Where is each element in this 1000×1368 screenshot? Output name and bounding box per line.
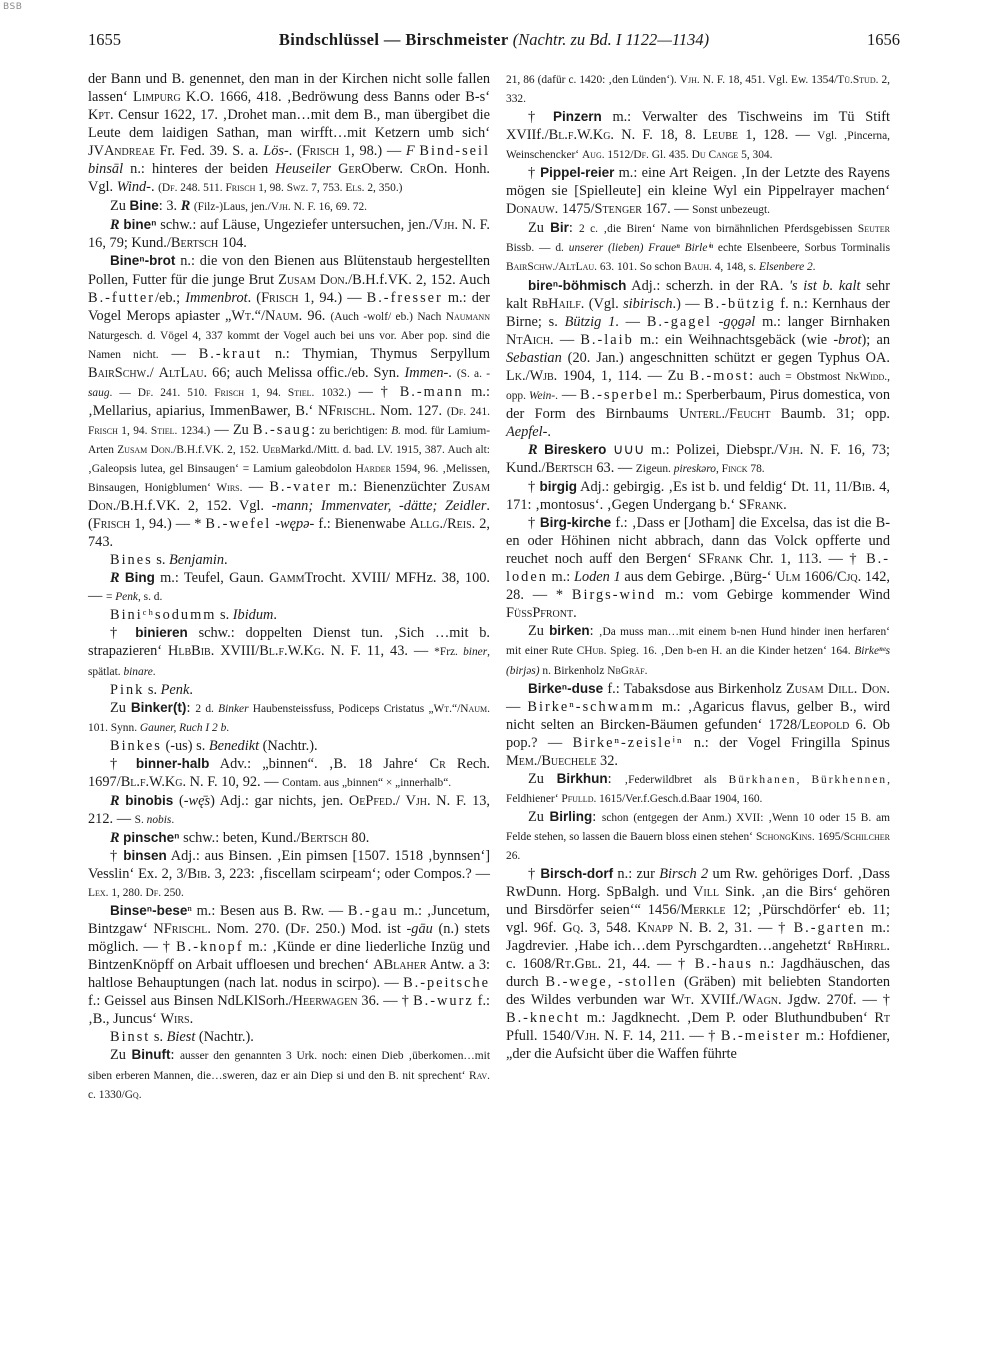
page-header — [88, 30, 900, 56]
r-marker-icon: R — [110, 792, 120, 809]
entry-paragraph: † binsen Adj.: aus Binsen. ‚Ein pimsen [1507. 1518 ‚bynnsen‘] Vesslin‘ Ex. 2, 3/Bib. 3, 223: ‚fiscellam scirpeam‘; oder Compos.? — Lex. 1, 280. Df. 250. — [88, 847, 490, 900]
headword-range: Bindschlüssel — Birschmeister — [278, 30, 509, 49]
entry-paragraph: R bineⁿ schw.: auf Läuse, Ungeziefer untersuchen, jen./Vjh. N. F. 16, 79; Kund./Bertsch 104. — [88, 217, 491, 252]
entry-paragraph: † Birsch-dorf n.: zur Birsch 2 um Rw. gehöriges Dorf. ‚Dass RwDunn. Horg. SpBalgh. und Vill Sink. ‚an die Birs‘ gehören und Birsdörfer seien‘“ 1456/Merkle 12; ‚Pürschdörfer‘ eb. 11; vgl. 96f. Gq. 3, 548. Knapp N. B. 2, 31. — † B.-garten m.: Jagdrevier. ‚Habe ich…dem Pyrschgardten…angehetzt‘ RbHirrl. c. 1608/Rt.Gbl. 21, 44. — † B.-haus n.: Jagdhäuschen, das durch B.-wege, -stollen (Gräben) mit beliebten Standorten des Wildes verbunden war Wt. XVIIf./Wagn. Jgdw. 270f. — † B.-knecht m.: Jagdknecht. ‚Dem P. oder Bluthundbuben‘ Rt Pfull. 1540/Vjh. N. F. 14, 211. — † B.-meister m.: Hofdiener, „der die Aufsicht über die Waffen führte — [506, 866, 891, 1063]
entry-paragraph: Zu Birling: schon (entgegen der Anm.) XVII: ‚Wenn 10 oder 15 B. am Felde stehen, so lassen die Bauern bloss einen stehen‘ SchongKins. 1695/Schilcher 26. — [506, 808, 891, 862]
entry-paragraph: bireⁿ-böhmisch Adj.: scherzh. in der RA. 's ist b. kalt sehr kalt RbHailf. (Vgl. sibirisch.) — B.-bützig f. n.: Kernhaus der Birne; s. Bützig 1. — B.-gagel -gǫgəl m.: langer Birnhaken NtAich. — B.-laib m.: ein Weihnachtsgebäck (wie -brot); an Sebastian (20. Jan.) angeschnitten schützt er gegen Typhus OA. Lk./Wjb. 1904, 1, 114. — Zu B.-most: auch = Obstmost NkWidd., opp. Wein-. — B.-sperbel m.: Sperberbaum, Pirus domestica, von der Form des Birnbaums Unterl./Feucht Baumb. 31; opp. Aepfel-. — [506, 277, 891, 440]
entry-paragraph: Zu birken: ‚Da muss man…mit einem b-nen Hund hinder inen herfaren‘ mit einer Rute CHub. Spieg. 16. ‚Den b-en H. an die Kinder hetzen‘ 164. Birkeⁿᵉs (birjəs) n. Birkenholz NbGräf. — [506, 623, 891, 677]
cross-icon: † — [708, 1028, 717, 1045]
entry-paragraph: Zu Bir: 2 c. ‚die Biren‘ Name von birnähnlichen Pferdsgebissen Seuter Bissb. — d. unserer (lieben) Fraueⁿ Birleⁱⁿ echte Elsenbeere, Sorbus Torminalis BairSchw./AltLau. 63. 101. So schon Bauh. 4, 148, s. Elsenbere 2. — [506, 220, 890, 274]
cross-icon: † — [110, 625, 125, 642]
entry-paragraph: Binst s. Biest (Nachtr.). — [110, 1029, 254, 1046]
cross-icon: † — [528, 165, 536, 182]
entry-paragraph: Zu Bine: 3. R (Filz-)Laus, jen./Vjh. N. F. 16, 69. 72. — [110, 198, 368, 215]
entry-paragraph: R Bing m.: Teufel, Gaun. GammTrocht. XVIII/ MFHz. 38, 100. — = Penk, s. d. — [88, 570, 491, 605]
entry-paragraph: Bineⁿ-brot n.: die von den Bienen aus Blütenstaub hergestellten Pollen, Futter für die junge Brut Zusam Don./B.H.f.VK. 2, 152. Auch B.-futter/eb.; Immenbrot. (Frisch 1, 94.) — B.-fresser m.: der Vogel Merops apiaster „Wt.“/Naum. 96. (Auch -wolf/ eb.) Nach Naumann Naturgesch. d. Vögel 4, 337 kommt der Vogel auch bei uns vor. Aber pop. sind die Namen nicht. — B.-kraut n.: Thymian, Thymus Serpyllum BairSchw./ AltLau. 66; auch Melissa offic./eb. Syn. Immen-. (S. a. -saug. — Df. 241. 510. Frisch 1, 94. Stiel. 1032.) — † B.-mann m.: ‚Mellarius, apiarius, ImmenBawer, B.‘ NFrischl. Nom. 127. (Df. 241. Frisch 1, 94. Stiel. 1234.) — Zu B.-saug: zu berichtigen: B. mod. für Lamium-Arten Zusam Don./B.H.f.VK. 2, 152. UebMarkd./Mitt. d. bad. LV. 1915, 387. Auch alt: ‚Galeopsis lutea, gel Binsaugen‘ = Lamium galeobdolon Harder 1594, 96. ‚Melissen, Binsaugen, Honigblumen‘ Wirs. — B.-vater m.: Bienenzüchter Zusam Don./B.H.f.VK. 2, 152. Vgl. -mann; Immenvater, -dätte; Zeidler. (Frisch 1, 94.) — * B.-wefel -wępə- f.: Bienenwabe Allg./Reis. 2, 743. — [88, 253, 491, 551]
cross-icon: † — [401, 993, 410, 1010]
page-number-left: 1655 — [88, 30, 121, 49]
entry-paragraph: R Bireskero ∪∪∪ m.: Polizei, Diebspr./Vjh. N. F. 16, 73; Kund./Bertsch 63. — Zigeun. pireskəro, Finck 78. — [506, 441, 890, 476]
star-icon: * — [555, 587, 564, 604]
page-number-right: 1656 — [867, 30, 900, 49]
cross-icon: † — [162, 939, 172, 956]
cross-icon: † — [110, 847, 119, 864]
r-marker-icon: R — [110, 570, 120, 587]
running-title — [88, 30, 900, 50]
cross-icon: † — [380, 383, 392, 400]
entry-paragraph: Pink s. Penk. — [110, 681, 193, 698]
entry-paragraph: Binseⁿ-beseⁿ m.: Besen aus B. Rw. — B.-gau m.: ‚Juncetum, Bintzgaw‘ NFrischl. Nom. 270. (Df. 250.) Mod. ist -gāu (n.) stets möglich. — † B.-knopf m.: ‚Künde er dine liederliche Inzüg und BintzenKnöpff on Arbait uffloesen und brechen‘ ABlaher Antw. a 3: haltlose Behauptungen (nach lat. nodus in scirpo). — B.-peitsche f.: Geissel aus Binsen NdLKlSorh./Heerwagen 36. — † B.-wurz f.: ‚B., Juncus‘ Wirs. — [88, 903, 491, 1028]
r-marker-icon: R — [528, 441, 538, 458]
cross-icon: † — [528, 479, 536, 496]
r-marker-icon: R — [110, 829, 120, 846]
r-marker-icon: R — [180, 198, 191, 215]
entry-paragraph: † Pippel-reier m.: eine Art Reigen. ‚In der Letzte des Rayens mögen sie [Spielleute] ein kleine Wyl ein Pippelrayer machen‘ Donauw. 1475/Stenger 167. — Sonst unbezeugt. — [506, 165, 890, 218]
entry-paragraph: † Pinzern m.: Verwalter des Tischweins im Tü Stift XVIIf./Bl.f.W.Kg. N. F. 18, 8. Leube 1, 128. — Vgl. ‚Pincerna, Weinschencker‘ Aug. 1512/Df. Gl. 435. Du Cange 5, 304. — [506, 109, 891, 162]
entry-paragraph: Zu Binuft: ausser den genannten 3 Urk. noch: einen Dieb ‚überkomen…mit siben erberen Mannen, die…sweren, daz er ain Diep si und den B. nit sprechent‘ Rav. c. 1330/Gq. — [88, 1047, 490, 1101]
entry-paragraph: † birgig Adj.: gebirgig. ‚Es ist b. und feldig‘ Dt. 11, 11/Bib. 4, 171: ‚montosus‘. ‚Gegen Undergang b.‘ SFrank. — [506, 479, 890, 514]
cross-icon: † — [110, 755, 125, 772]
cross-icon: † — [677, 956, 689, 973]
entry-paragraph: Bines s. Benjamin. — [110, 552, 228, 569]
entry-paragraph: † binieren schw.: doppelten Dienst tun. ‚Sich …mit b. strapazieren‘ HlbBib. XVIII/Bl.f.W.Kg. N. F. 11, 43. — *Frz. biner, spätlat. binare. — [88, 625, 491, 678]
supplement-reference: (Nachtr. zu Bd. I 1122—1134) — [512, 30, 710, 49]
entry-paragraph: † binner-halb Adv.: „binnen“. ‚B. 18 Jahre‘ Cr Rech. 1697/Bl.f.W.Kg. N. F. 10, 92. — Contam. aus „binnen“ × „innerhalb“. — [88, 755, 490, 790]
cross-icon: † — [882, 992, 890, 1009]
entry-paragraph: Zu Birkhun: ‚Federwildbret als Bürkhanen, Bürkhennen, Feldhiener‘ Pfulld. 1615/Ver.f.Gesch.d.Baar 1904, 160. — [506, 770, 890, 805]
cross-icon: † — [528, 866, 536, 883]
cross-icon: † — [778, 920, 788, 937]
star-icon: * — [194, 516, 202, 533]
entry-paragraph: Binkes (-us) s. Benedikt (Nachtr.). — [110, 737, 318, 754]
entry-paragraph: der Bann und B. genennet, den man in der Kirchen nicht solle fallen lassen‘ Limpurg K.O. 1666, 418. ‚Bedröwung dess Banns oder B-s‘ Kpt. Censur 1622, 17. ‚Drohet man…mit dem B., man übergibet die Leute dem laidigen Sathan, man wirfft…mit Ketzern umb sich‘ JVAndreae Fr. Fed. 39. S. a. Lös-. (Frisch 1, 98.) — F Bind-seil binsāl n.: hinteres der beiden Heuseiler GerOberw. CrOn. Honh. Vgl. Wind-. (Df. 248. 511. Frisch 1, 98. Swz. 7, 753. Els. 2, 350.) — [88, 71, 491, 196]
cross-icon: † — [528, 109, 543, 126]
library-mark: BSB — [3, 2, 23, 12]
cross-icon: † — [849, 551, 860, 568]
entry-paragraph: Zu Binker(t): 2 d. Binker Haubensteissfuss, Podiceps Cristatus „Wt.“/Naum. 101. Synn. Gauner, Ruch I 2 b. — [88, 699, 490, 734]
entry-paragraph: Biniᶜʰsodumm s. Ibidum. — [110, 607, 277, 624]
entry-paragraph: R binobis (-wę̄s) Adj.: gar nichts, jen. OePfed./ Vjh. N. F. 13, 212. — S. nobis. — [88, 792, 491, 827]
entry-paragraph: 21, 86 (dafür c. 1420: ‚den Lünden‘). Vjh. N. F. 18, 451. Vgl. Ew. 1354/Tü.Stud. 2, 332. — [506, 74, 890, 106]
column-right — [506, 70, 890, 1064]
entry-paragraph: Birkeⁿ-duse f.: Tabaksdose aus Birkenholz Zusam Dill. Don. — Birkeⁿ-schwamm m.: ‚Agaricus flavus, gelber B., wird nicht selten an Bircken-Bäumen gefunden‘ 1728/Leopold 6. Ob pop.? — Birkeⁿ-zeisleⁱⁿ n.: der Vogel Fringilla Spinus Mem./Buechele 32. — [506, 680, 891, 769]
r-marker-icon: R — [110, 217, 120, 234]
star-icon: * — [434, 646, 440, 659]
column-left — [88, 70, 490, 1104]
cross-icon: † — [528, 515, 536, 532]
entry-paragraph: † Birg-kirche f.: ‚Dass er [Jotham] die Excelsa, das ist die B-en oder Höhinen nicht abbrach, dann das Volck opfferte und reuchet noch auff den Bergen‘ SFrank Chr. 1, 113. — † B.-loden m.: Loden 1 aus dem Gebirge. ‚Bürg-‘ Ulm 1606/Cjq. 142, 28. — * Birgs-wind m.: vom Gebirge kommender Wind FüssPfront. — [506, 515, 890, 622]
entry-paragraph: R pinscheⁿ schw.: beten, Kund./Bertsch 80. — [110, 829, 370, 846]
